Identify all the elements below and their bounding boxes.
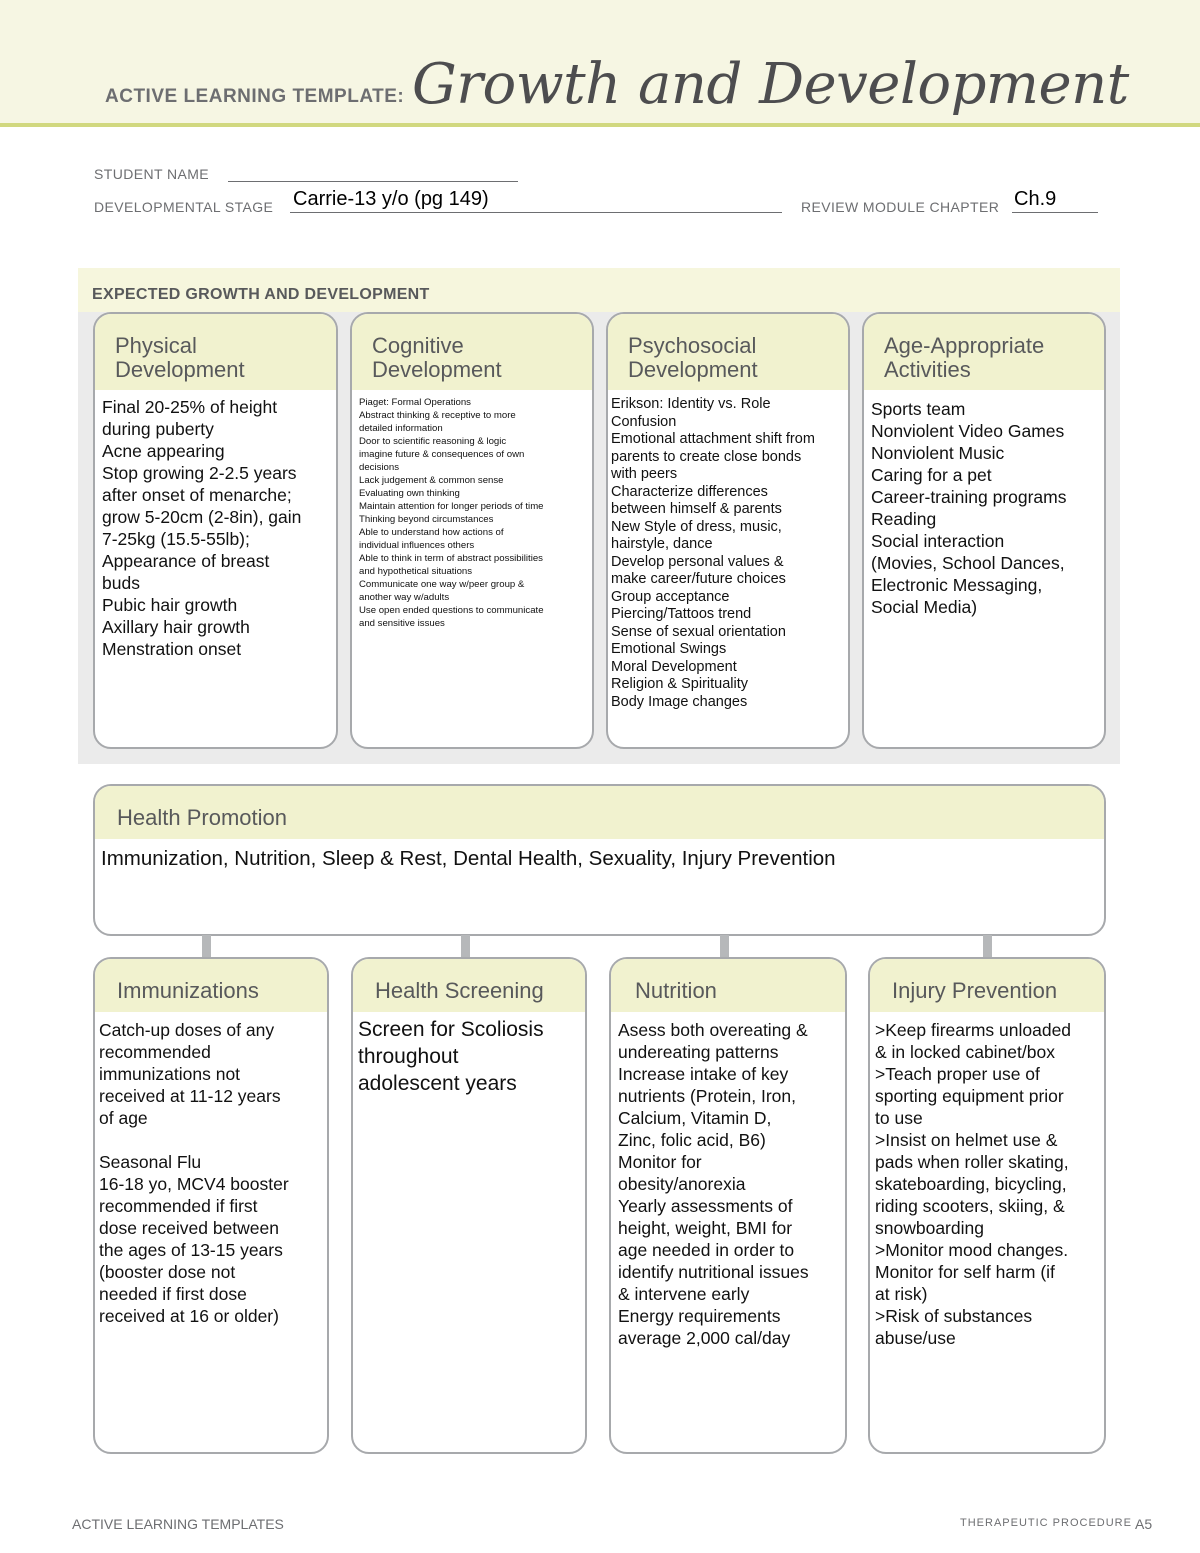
list-line: detailed information (359, 423, 443, 434)
nutrition-card (609, 957, 847, 1454)
expected-growth-heading: EXPECTED GROWTH AND DEVELOPMENT (92, 286, 430, 303)
list-line: Confusion (611, 413, 677, 430)
injury-prevention-title: Injury Prevention (870, 959, 1104, 1012)
list-line: and sensitive issues (359, 618, 445, 629)
list-line: parents to create close bonds (611, 448, 802, 465)
list-line: Stop growing 2-2.5 years (102, 463, 297, 483)
list-line: skateboarding, bicycling, (875, 1174, 1067, 1194)
list-line: New Style of dress, music, (611, 518, 782, 535)
list-line: Seasonal Flu (99, 1152, 202, 1172)
template-label: ACTIVE LEARNING TEMPLATE: (105, 86, 405, 107)
list-line: undereating patterns (618, 1042, 779, 1062)
developmental-stage-value: Carrie-13 y/o (pg 149) (293, 188, 489, 210)
list-line: another way w/adults (359, 592, 450, 603)
list-line: buds (102, 573, 140, 593)
list-line: needed if first dose (99, 1284, 247, 1304)
list-line: Appearance of breast (102, 551, 270, 571)
list-line: Emotional attachment shift from (611, 431, 815, 447)
developmental-stage-label: DEVELOPMENTAL STAGE (94, 199, 274, 215)
nutrition-title: Nutrition (611, 959, 845, 1012)
physical-development-title: Physical Development (95, 314, 336, 390)
list-line: riding scooters, skiing, & (875, 1196, 1065, 1216)
list-line: Final 20-25% of height (102, 397, 278, 417)
list-line: after onset of menarche; (102, 485, 292, 505)
list-line: adolescent years (358, 1072, 517, 1095)
list-line: received at 16 or older) (99, 1306, 279, 1326)
student-name-label: STUDENT NAME (94, 166, 209, 182)
injury-prevention-card (868, 957, 1106, 1454)
list-line: Social Media) (871, 597, 978, 617)
list-line: Axillary hair growth (102, 617, 250, 637)
health-screening-card (351, 957, 587, 1454)
list-line: 16-18 yo, MCV4 booster (99, 1174, 289, 1194)
list-line: average 2,000 cal/day (618, 1328, 791, 1348)
list-line: the ages of 13-15 years (99, 1240, 283, 1260)
list-line: and hypothetical situations (359, 566, 473, 577)
list-line: Electronic Messaging, (871, 575, 1043, 595)
page-title: Growth and Development (412, 52, 1129, 117)
list-line: Body Image changes (611, 693, 748, 710)
list-line: Catch-up doses of any (99, 1020, 275, 1040)
cognitive-development-list (352, 390, 592, 630)
list-line: snowboarding (875, 1218, 984, 1238)
list-line: Zinc, folic acid, B6) (618, 1130, 766, 1150)
list-line: abuse/use (875, 1328, 956, 1348)
list-line: Lack judgement & common sense (359, 475, 504, 486)
immunizations-list (95, 1012, 327, 1327)
list-line: Able to understand how actions of (359, 527, 504, 538)
list-line: dose received between (99, 1218, 279, 1238)
list-line: Caring for a pet (871, 465, 992, 485)
list-line: pads when roller skating, (875, 1152, 1069, 1172)
list-line: height, weight, BMI for (618, 1218, 793, 1238)
list-line: (booster dose not (99, 1262, 236, 1282)
psychosocial-development-title: Psychosocial Development (608, 314, 848, 390)
age-appropriate-activities-card (862, 312, 1106, 749)
list-line: Erikson: Identity vs. Role (611, 396, 771, 412)
list-line: & in locked cabinet/box (875, 1042, 1055, 1062)
list-line: Calcium, Vitamin D, (618, 1108, 772, 1128)
list-line: Social interaction (871, 531, 1005, 551)
student-name-field[interactable] (228, 165, 518, 182)
list-line: Door to scientific reasoning & logic (359, 436, 507, 447)
list-line: Sense of sexual orientation (611, 623, 786, 640)
review-chapter-field[interactable] (1012, 188, 1098, 213)
list-line: Emotional Swings (611, 641, 727, 657)
list-line: identify nutritional issues (618, 1262, 809, 1282)
list-line: Nonviolent Video Games (871, 421, 1065, 441)
list-line: Screen for Scoliosis (358, 1018, 544, 1041)
list-line: >Insist on helmet use & (875, 1130, 1058, 1150)
list-line: immunizations not (99, 1064, 241, 1084)
list-line: Moral Development (611, 658, 737, 675)
review-chapter-value: Ch.9 (1014, 188, 1057, 210)
list-line: during puberty (102, 419, 214, 439)
footer-left-text: ACTIVE LEARNING TEMPLATES (72, 1516, 284, 1532)
list-line: Thinking beyond circumstances (359, 514, 494, 525)
list-line: Sports team (871, 399, 966, 419)
physical-development-card (93, 312, 338, 749)
injury-prevention-list (870, 1012, 1104, 1349)
list-line: Pubic hair growth (102, 595, 238, 615)
list-line: hairstyle, dance (611, 536, 713, 552)
list-line: Menstration onset (102, 639, 242, 659)
list-line: >Keep firearms unloaded (875, 1020, 1072, 1040)
list-line: >Monitor mood changes. (875, 1240, 1069, 1260)
list-line (99, 1129, 321, 1151)
health-screening-title: Health Screening (353, 959, 585, 1012)
list-line: decisions (359, 462, 399, 473)
list-line: Acne appearing (102, 441, 225, 461)
list-line: age needed in order to (618, 1240, 795, 1260)
health-screening-list (353, 1012, 585, 1097)
list-line: Nonviolent Music (871, 443, 1005, 463)
list-line: Group acceptance (611, 588, 730, 605)
cognitive-development-card (350, 312, 594, 749)
list-line: individual influences others (359, 540, 475, 551)
health-promotion-title: Health Promotion (95, 786, 1104, 839)
list-line: obesity/anorexia (618, 1174, 746, 1194)
list-line: Increase intake of key (618, 1064, 789, 1084)
list-line: Able to think in term of abstract possibilities (359, 553, 543, 564)
footer-page-number: A5 (1135, 1516, 1153, 1532)
list-line: Monitor for (618, 1152, 702, 1172)
list-line: Maintain attention for longer periods of time (359, 501, 544, 512)
developmental-stage-field[interactable] (290, 188, 782, 213)
list-line: to use (875, 1108, 923, 1128)
list-line: Religion & Spirituality (611, 676, 749, 692)
list-line: at risk) (875, 1284, 928, 1304)
list-line: 7-25kg (15.5-55lb); (102, 529, 250, 549)
list-line: Communicate one way w/peer group & (359, 579, 525, 590)
connector-immunizations (202, 935, 211, 957)
physical-development-list (95, 390, 336, 660)
connector-nutrition (720, 935, 729, 957)
list-line: Piercing/Tattoos trend (611, 606, 752, 622)
list-line: with peers (611, 466, 678, 482)
list-line: nutrients (Protein, Iron, (618, 1086, 796, 1106)
list-line: Asess both overeating & (618, 1020, 808, 1040)
review-chapter-label: REVIEW MODULE CHAPTER (801, 199, 1000, 215)
list-line: & intervene early (618, 1284, 750, 1304)
list-line: Career-training programs (871, 487, 1067, 507)
list-line: Characterize differences (611, 483, 768, 500)
list-line: received at 11-12 years (99, 1086, 281, 1106)
psychosocial-development-card (606, 312, 850, 749)
list-line: Use open ended questions to communicate (359, 605, 544, 616)
psychosocial-development-list (608, 390, 848, 711)
list-line: Piaget: Formal Operations (359, 397, 471, 408)
age-appropriate-activities-list (864, 390, 1104, 618)
list-line: between himself & parents (611, 501, 782, 517)
list-line: recommended (99, 1042, 211, 1062)
connector-screening (461, 935, 470, 957)
list-line: recommended if first (99, 1196, 258, 1216)
list-line: (Movies, School Dances, (871, 553, 1065, 573)
health-promotion-card (93, 784, 1106, 936)
list-line: >Risk of substances (875, 1306, 1033, 1326)
connector-injury (983, 935, 992, 957)
list-line: sporting equipment prior (875, 1086, 1064, 1106)
immunizations-title: Immunizations (95, 959, 327, 1012)
list-line: make career/future choices (611, 571, 786, 587)
list-line: Reading (871, 509, 937, 529)
header-rule (0, 123, 1200, 127)
list-line: Monitor for self harm (if (875, 1262, 1055, 1282)
list-line: Abstract thinking & receptive to more (359, 410, 516, 421)
list-line: imagine future & consequences of own (359, 449, 525, 460)
list-line: Develop personal values & (611, 553, 784, 570)
footer-right-text: THERAPEUTIC PROCEDURE (960, 1517, 1132, 1529)
age-appropriate-activities-title: Age-Appropriate Activities (864, 314, 1104, 390)
list-line: Evaluating own thinking (359, 488, 460, 499)
list-line: Yearly assessments of (618, 1196, 793, 1216)
list-line: >Teach proper use of (875, 1064, 1040, 1084)
cognitive-development-title: Cognitive Development (352, 314, 592, 390)
list-line: of age (99, 1108, 148, 1128)
nutrition-list (611, 1012, 845, 1349)
list-line: grow 5-20cm (2-8in), gain (102, 507, 302, 527)
immunizations-card (93, 957, 329, 1454)
list-line: Energy requirements (618, 1306, 781, 1326)
health-promotion-text: Immunization, Nutrition, Sleep & Rest, Dental Health, Sexuality, Injury Prevention (101, 847, 836, 870)
list-line: throughout (358, 1045, 459, 1068)
